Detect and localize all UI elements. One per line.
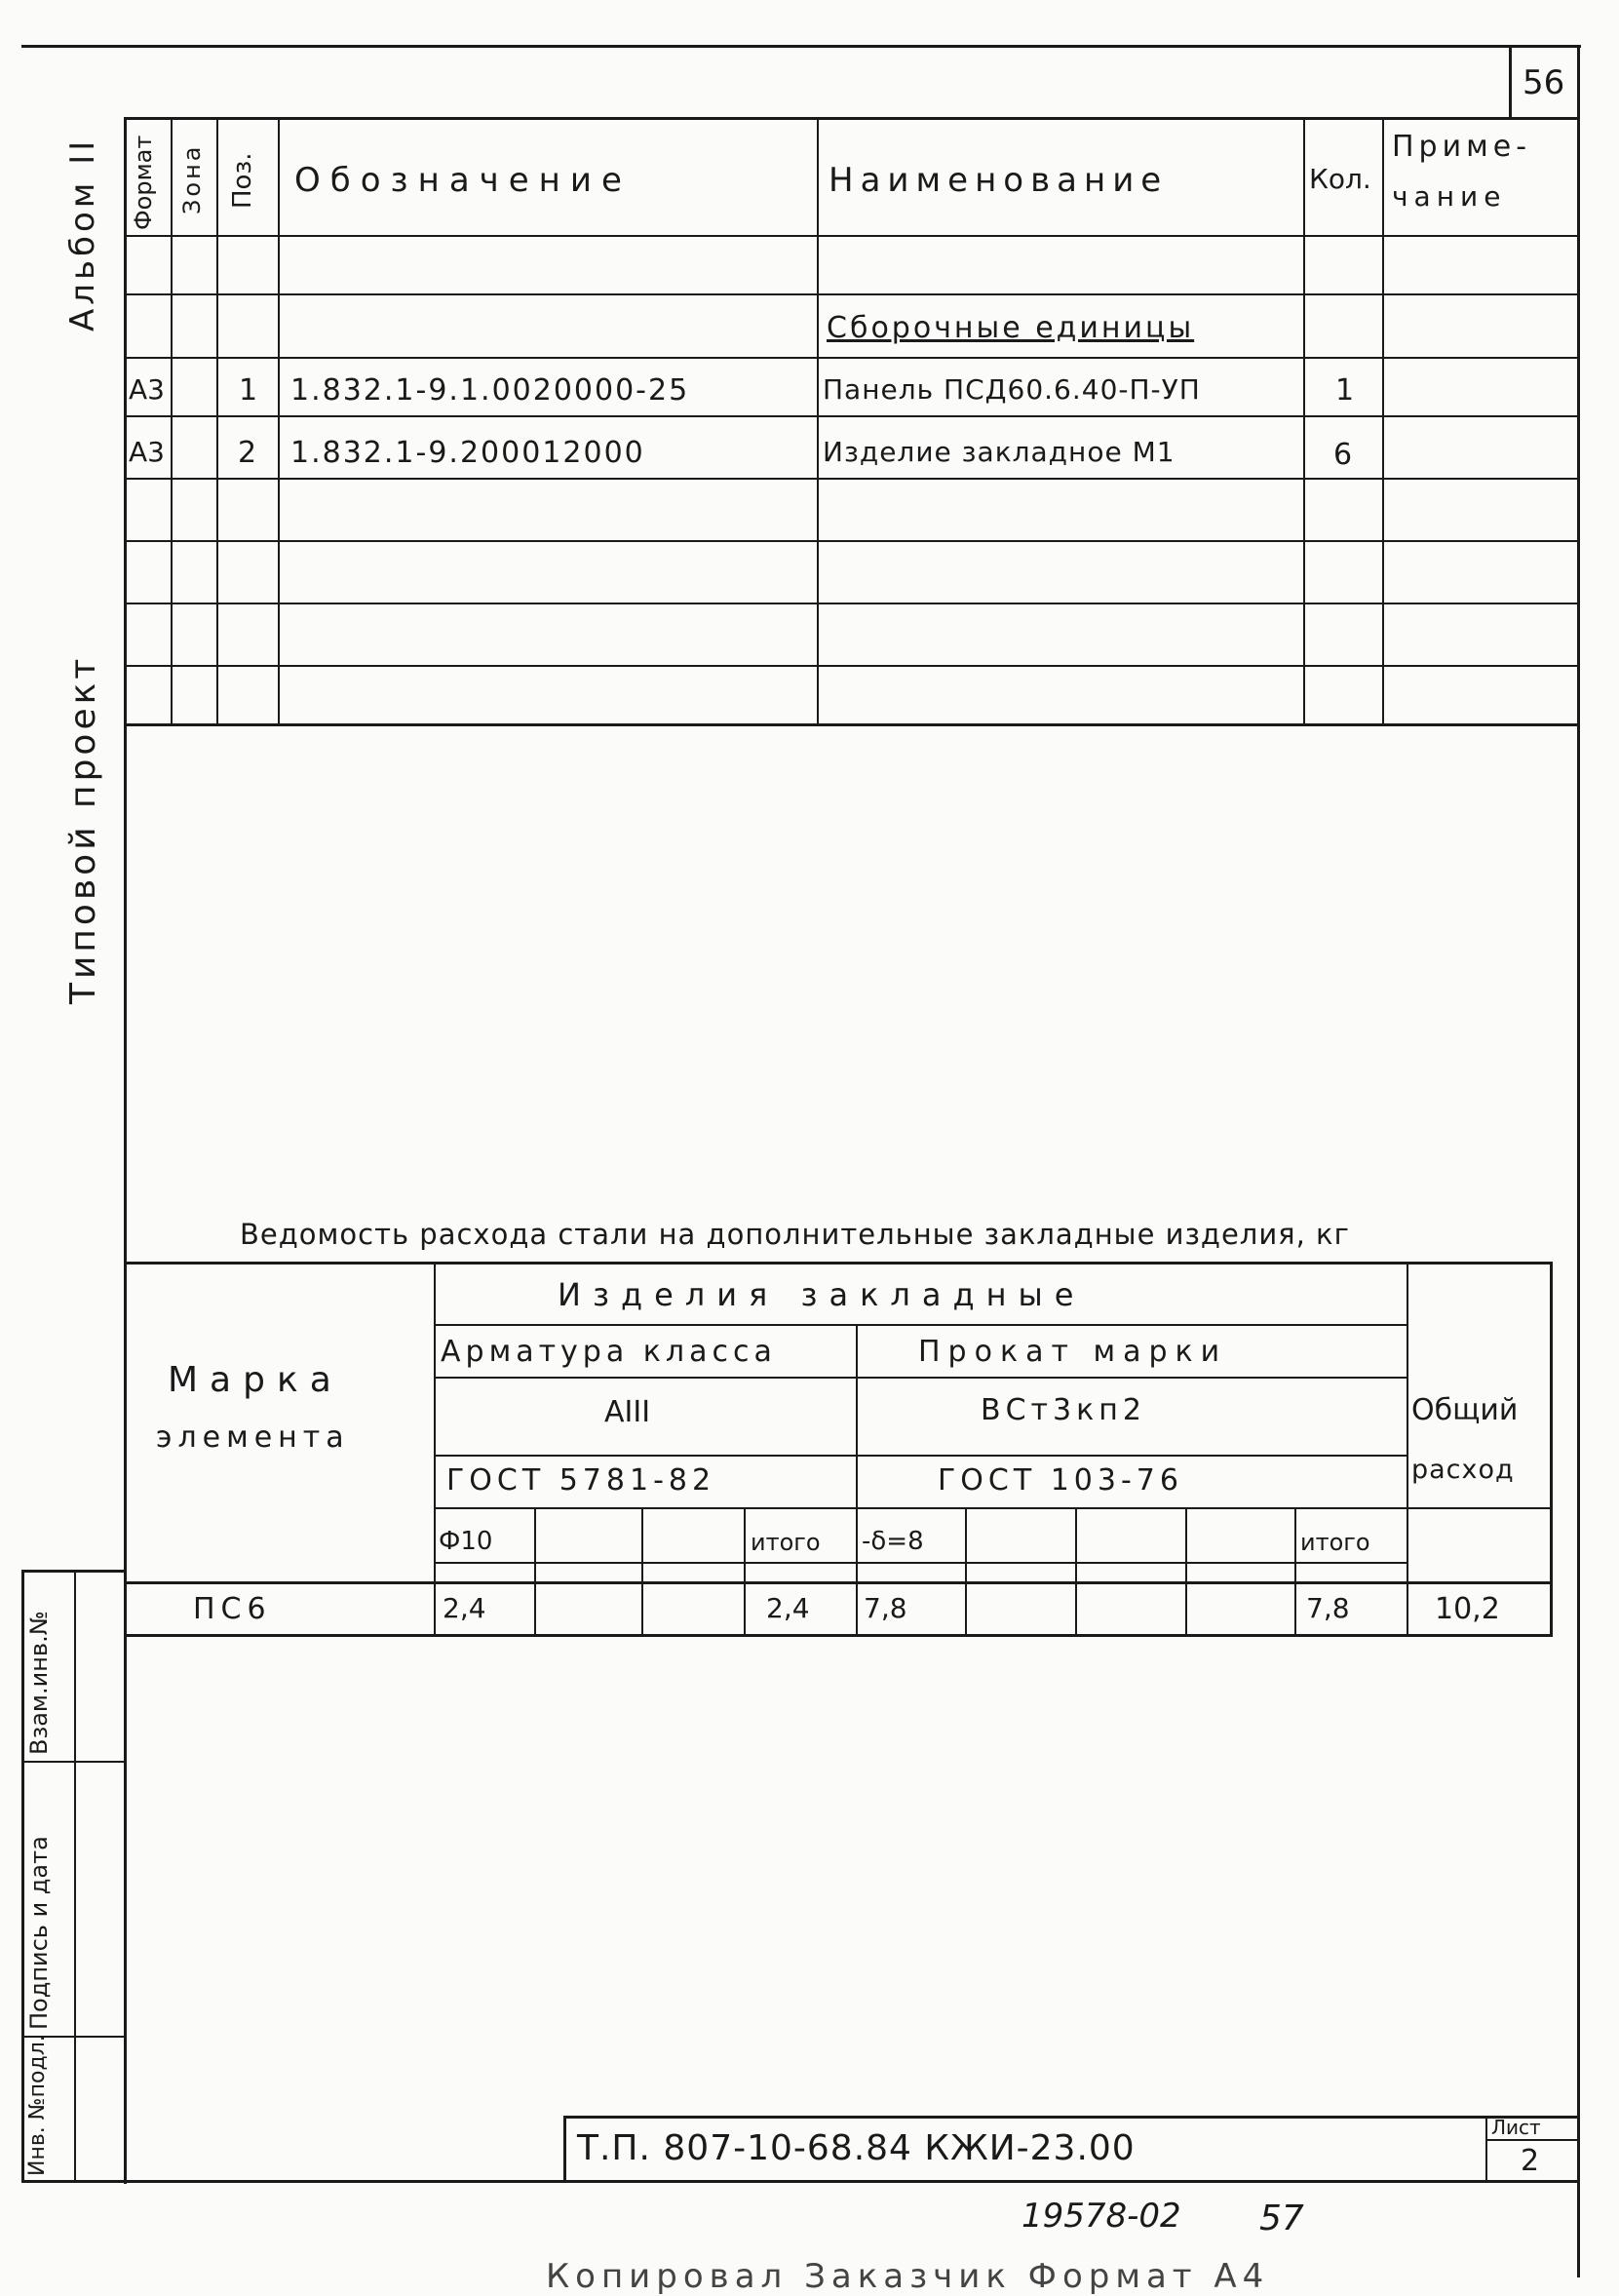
steel-line <box>434 1507 1553 1509</box>
steel-row-total: 10,2 <box>1435 1592 1500 1626</box>
steel-rolled-grade: ВСт3кп2 <box>981 1393 1146 1427</box>
title-block-sheet-line <box>1485 2139 1579 2141</box>
spec-row-line <box>124 540 1580 542</box>
spec-header-zone: Зона <box>178 143 206 214</box>
spec-row-line <box>124 665 1580 667</box>
spec-row-line <box>124 478 1580 480</box>
steel-row-value: 7,8 <box>1306 1592 1350 1624</box>
title-block-sheet-label: Лист <box>1491 2116 1541 2139</box>
title-block-top <box>563 2116 1580 2119</box>
steel-col-line <box>965 1507 967 1635</box>
stamp-strip-line <box>21 1761 125 1763</box>
frame-right-line <box>1577 45 1580 2277</box>
spec-row-line <box>124 415 1580 417</box>
title-block-code: Т.П. 807-10-68.84 КЖИ-23.00 <box>577 2128 1136 2168</box>
steel-col-line <box>641 1507 643 1635</box>
stamp-inv-orig: Инв. №подл. <box>25 2035 50 2176</box>
spec-row-2-designation: 1.832.1-9.200012000 <box>290 436 645 470</box>
spec-col-line <box>171 117 173 724</box>
steel-table-bottom <box>124 1634 1553 1637</box>
steel-right-edge <box>1550 1262 1553 1635</box>
album-label: Альбом II <box>63 136 102 331</box>
archive-number: 19578-02 <box>1022 2197 1181 2236</box>
spec-row-1-designation: 1.832.1-9.1.0020000-25 <box>290 373 690 408</box>
spec-header-note-1: Приме- <box>1392 130 1532 164</box>
steel-mark-header-1: Марка <box>168 1360 343 1400</box>
steel-line <box>434 1324 1408 1326</box>
spec-row-1-name: Панель ПСД60.6.40-П-УП <box>823 373 1201 406</box>
sheet-number-box-left <box>1509 45 1512 117</box>
steel-sub-header: итого <box>1300 1529 1370 1556</box>
project-label: Типовой проект <box>63 654 103 1004</box>
spec-col-line <box>1382 117 1384 724</box>
frame-top-line <box>21 45 1581 48</box>
stamp-strip-top <box>21 1570 125 1573</box>
steel-row-value: 7,8 <box>864 1592 907 1624</box>
steel-rebar-gost: ГОСТ 5781-82 <box>446 1463 716 1498</box>
steel-line <box>434 1455 1408 1457</box>
title-block-bottom <box>124 2180 1580 2183</box>
spec-section-title: Сборочные единицы <box>827 311 1195 345</box>
spec-row-line <box>124 235 1580 237</box>
spec-row-1-format: А3 <box>129 373 165 406</box>
steel-col-line <box>1075 1507 1077 1635</box>
steel-col-line <box>534 1507 536 1635</box>
steel-col-line <box>434 1262 436 1635</box>
spec-header-format: Формат <box>130 135 157 230</box>
frame-left-line <box>124 117 127 2184</box>
spec-header-note-2: чание <box>1392 180 1507 213</box>
title-block-sheet-value: 2 <box>1521 2144 1540 2178</box>
steel-total-header-2: расход <box>1411 1455 1515 1485</box>
steel-rolled-brand: Прокат марки <box>918 1335 1228 1369</box>
steel-header-bottom <box>124 1581 1553 1584</box>
spec-row-2-name: Изделие закладное М1 <box>823 436 1176 468</box>
steel-col-line <box>856 1324 858 1635</box>
stamp-inv-repl: Взам.инв.№ <box>25 1611 53 1755</box>
spec-bottom-line <box>124 723 1580 726</box>
steel-mark-header-2: элемента <box>156 1420 350 1455</box>
steel-rolled-gost: ГОСТ 103-76 <box>938 1463 1183 1498</box>
spec-header-pos: Поз. <box>228 152 257 209</box>
stamp-sign-date: Подпись и дата <box>25 1836 53 2030</box>
steel-rebar-class: Арматура класса <box>441 1335 777 1369</box>
steel-table-top <box>124 1262 1553 1265</box>
spec-col-line <box>1303 117 1305 724</box>
spec-col-line <box>216 117 218 724</box>
steel-col-line <box>1294 1507 1296 1635</box>
steel-sub-header: Ф10 <box>439 1527 493 1556</box>
spec-row-2-qty: 6 <box>1333 438 1353 472</box>
footer-page: 57 <box>1259 2199 1304 2238</box>
steel-table-title: Ведомость расхода стали на дополнительные закладные изделия, кг <box>240 1218 1350 1251</box>
steel-line <box>434 1377 1408 1379</box>
spec-row-line <box>124 357 1580 359</box>
steel-row-value: 2,4 <box>443 1592 486 1624</box>
spec-row-line <box>124 293 1580 295</box>
steel-sub-header: -δ=8 <box>862 1527 924 1556</box>
title-block-left <box>563 2116 566 2182</box>
spec-col-line <box>278 117 280 724</box>
spec-row-1-pos: 1 <box>239 373 258 408</box>
stamp-strip-left <box>21 1570 24 2182</box>
steel-total-header-1: Общий <box>1411 1393 1519 1427</box>
footer-bottom-text: Копировал Заказчик Формат А4 <box>546 2257 1270 2296</box>
steel-row-mark: ПС6 <box>193 1592 272 1626</box>
spec-row-2-format: А3 <box>129 436 165 468</box>
sheet-number: 56 <box>1523 63 1565 102</box>
stamp-strip-divider <box>74 1570 76 2182</box>
spec-header-top <box>124 117 1580 120</box>
steel-col-line <box>744 1507 746 1635</box>
spec-row-line <box>124 603 1580 604</box>
spec-row-2-pos: 2 <box>238 436 257 470</box>
steel-group-header: Изделия закладные <box>558 1276 1086 1313</box>
steel-rebar-grade: АIII <box>604 1395 651 1429</box>
steel-row-value: 2,4 <box>766 1592 810 1624</box>
steel-line <box>434 1562 1408 1564</box>
spec-header-qty: Кол. <box>1309 163 1371 195</box>
steel-col-line <box>1407 1262 1408 1635</box>
steel-col-line <box>1185 1507 1187 1635</box>
spec-header-name: Наименование <box>829 161 1169 200</box>
spec-col-line <box>817 117 819 724</box>
stamp-strip-bottom <box>21 2180 125 2183</box>
spec-header-designation: Обозначение <box>294 161 632 200</box>
steel-sub-header: итого <box>751 1529 821 1556</box>
title-block-sheet-divider <box>1485 2116 1487 2182</box>
spec-row-1-qty: 1 <box>1335 373 1355 408</box>
